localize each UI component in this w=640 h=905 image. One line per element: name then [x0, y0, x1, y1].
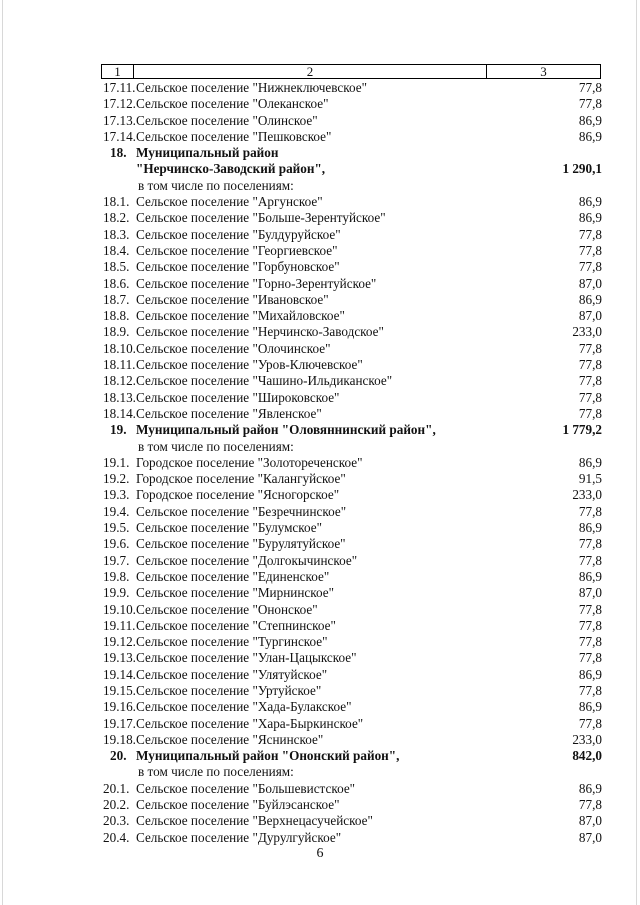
row-number: 19.14.	[103, 666, 136, 682]
table-row	[0, 830, 640, 846]
row-label: Сельское поселение "Большевистское"	[136, 780, 356, 796]
row-number: 18.4.	[103, 242, 130, 258]
row-label: Сельское поселение "Нижнеключевское"	[136, 80, 367, 95]
row-label: Сельское поселение "Мирнинское"	[136, 585, 334, 601]
table-row	[0, 471, 640, 487]
table-row	[0, 341, 640, 357]
row-label: Сельское поселение "Улан-Цацыкское"	[136, 650, 357, 666]
table-row	[0, 764, 640, 780]
row-label: "Нерчинско-Заводский район",	[136, 161, 326, 177]
row-number: 19.4.	[103, 503, 130, 519]
row-label: Сельское поселение "Явленское"	[136, 405, 322, 421]
row-number: 19.11.	[103, 617, 136, 633]
row-value: 77,8	[578, 715, 602, 731]
row-label: Сельское поселение "Аргунское"	[136, 194, 323, 210]
row-value: 77,8	[578, 536, 602, 552]
table-row	[0, 569, 640, 585]
table-row	[0, 357, 640, 373]
header-col-2: 2	[134, 65, 487, 78]
row-number: 19.	[110, 422, 127, 438]
row-value: 77,8	[578, 80, 602, 95]
table-row	[0, 439, 640, 455]
row-label: Сельское поселение "Ононское"	[136, 601, 318, 617]
table-row	[0, 487, 640, 503]
row-label: Сельское поселение "Олочинское"	[136, 340, 331, 356]
row-value: 842,0	[572, 748, 602, 764]
row-value: 77,8	[578, 405, 602, 421]
table-row	[0, 161, 640, 177]
row-number: 19.12.	[103, 634, 136, 650]
table-row	[0, 324, 640, 340]
row-label: Сельское поселение "Бурулятуйское"	[136, 536, 346, 552]
row-label: в том числе по поселениям:	[138, 438, 294, 454]
row-label: Сельское поселение "Ивановское"	[136, 291, 329, 307]
row-label: Сельское поселение "Степнинское"	[136, 617, 336, 633]
table-row	[0, 227, 640, 243]
table-header	[101, 64, 601, 79]
row-number: 18.13.	[103, 389, 136, 405]
row-number: 19.7.	[103, 552, 130, 568]
row-number: 20.	[110, 748, 127, 764]
row-label: Сельское поселение "Хада-Булакское"	[136, 699, 352, 715]
row-label: Муниципальный район	[136, 145, 279, 161]
row-value: 87,0	[578, 829, 602, 845]
header-col-3: 3	[540, 63, 547, 79]
row-number: 19.9.	[103, 585, 130, 601]
table-row	[0, 732, 640, 748]
row-number: 19.15.	[103, 682, 136, 698]
row-number: 17.14.	[103, 128, 136, 144]
row-label: Сельское поселение "Георгиевское"	[136, 242, 338, 258]
row-number: 19.17.	[103, 715, 136, 731]
row-label: Городское поселение "Золотореченское"	[136, 454, 363, 470]
row-number: 18.3.	[103, 226, 130, 242]
table-row	[0, 243, 640, 259]
row-number: 18.10.	[103, 340, 136, 356]
table-row	[0, 406, 640, 422]
table-row	[0, 390, 640, 406]
row-number: 18.8.	[103, 308, 130, 324]
table-row	[0, 373, 640, 389]
table-row	[0, 210, 640, 226]
row-number: 19.18.	[103, 731, 136, 747]
row-label: Сельское поселение "Уртуйское"	[136, 682, 322, 698]
row-number: 18.6.	[103, 275, 130, 291]
table-row	[0, 650, 640, 666]
row-value: 86,9	[578, 454, 602, 470]
row-number: 18.12.	[103, 373, 136, 389]
row-label: Сельское поселение "Больше-Зерентуйское"	[136, 210, 386, 226]
row-value: 87,0	[578, 308, 602, 324]
table-row	[0, 194, 640, 210]
row-value: 86,9	[578, 194, 602, 210]
table-row	[0, 113, 640, 129]
row-label: Сельское поселение "Уров-Ключевское"	[136, 357, 363, 373]
table-row	[0, 618, 640, 634]
table-body	[0, 80, 640, 846]
row-value: 77,8	[578, 682, 602, 698]
table-row	[0, 292, 640, 308]
row-number: 20.1.	[103, 780, 130, 796]
row-value: 86,9	[578, 568, 602, 584]
row-label: Сельское поселение "Долгокычинское"	[136, 552, 358, 568]
row-label: Сельское поселение "Тургинское"	[136, 634, 328, 650]
row-value: 87,0	[578, 585, 602, 601]
row-value: 77,8	[578, 601, 602, 617]
table-row	[0, 308, 640, 324]
header-col-1: 1	[102, 65, 134, 78]
row-value: 77,8	[578, 242, 602, 258]
row-value: 233,0	[572, 731, 602, 747]
row-label: Сельское поселение "Булумское"	[136, 520, 323, 536]
table-row	[0, 602, 640, 618]
row-value: 77,8	[578, 797, 602, 813]
row-value: 86,9	[578, 210, 602, 226]
row-number: 17.11.	[103, 80, 136, 95]
table-row	[0, 422, 640, 438]
row-value: 86,9	[578, 128, 602, 144]
row-label: Сельское поселение "Яснинское"	[136, 731, 324, 747]
row-value: 77,8	[578, 340, 602, 356]
table-row	[0, 145, 640, 161]
table-row	[0, 716, 640, 732]
row-label: Сельское поселение "Горбуновское"	[136, 259, 340, 275]
table-row	[0, 504, 640, 520]
row-number: 19.2.	[103, 471, 130, 487]
table-row	[0, 178, 640, 194]
row-value: 86,9	[578, 112, 602, 128]
row-label: Сельское поселение "Горно-Зерентуйское"	[136, 275, 377, 291]
row-value: 86,9	[578, 780, 602, 796]
row-number: 18.	[110, 145, 127, 161]
table-row	[0, 276, 640, 292]
row-label: Сельское поселение "Безречнинское"	[136, 503, 347, 519]
row-label: Городское поселение "Калангуйское"	[136, 471, 346, 487]
row-value: 86,9	[578, 699, 602, 715]
row-value: 77,8	[578, 650, 602, 666]
table-row	[0, 129, 640, 145]
row-value: 77,8	[578, 617, 602, 633]
table-row	[0, 683, 640, 699]
row-number: 18.14.	[103, 405, 136, 421]
row-number: 17.12.	[103, 96, 136, 112]
row-label: в том числе по поселениям:	[138, 764, 294, 780]
row-number: 19.10.	[103, 601, 136, 617]
row-value: 233,0	[572, 324, 602, 340]
table-row	[0, 797, 640, 813]
row-value: 77,8	[578, 373, 602, 389]
row-label: Городское поселение "Ясногорское"	[136, 487, 340, 503]
row-value: 77,8	[578, 552, 602, 568]
row-label: Сельское поселение "Олинское"	[136, 112, 318, 128]
row-value: 77,8	[578, 357, 602, 373]
table-row	[0, 553, 640, 569]
row-label: Сельское поселение "Булдуруйское"	[136, 226, 341, 242]
row-number: 18.7.	[103, 291, 130, 307]
table-row	[0, 455, 640, 471]
row-label: Сельское поселение "Хара-Быркинское"	[136, 715, 364, 731]
row-number: 20.4.	[103, 829, 130, 845]
row-value: 87,0	[578, 275, 602, 291]
row-label: Сельское поселение "Нерчинско-Заводское"	[136, 324, 384, 340]
row-label: Сельское поселение "Улятуйское"	[136, 666, 328, 682]
table-row	[0, 96, 640, 112]
row-value: 1 290,1	[562, 161, 602, 177]
row-value: 87,0	[578, 813, 602, 829]
row-value: 77,8	[578, 503, 602, 519]
table-row	[0, 748, 640, 764]
row-number: 19.3.	[103, 487, 130, 503]
table-row	[0, 259, 640, 275]
table-row	[0, 585, 640, 601]
table-row	[0, 80, 640, 96]
row-number: 19.6.	[103, 536, 130, 552]
row-number: 18.2.	[103, 210, 130, 226]
row-label: Сельское поселение "Дурулгуйское"	[136, 829, 342, 845]
row-value: 77,8	[578, 634, 602, 650]
row-label: Сельское поселение "Верхнецасучейское"	[136, 813, 373, 829]
row-label: Сельское поселение "Пешковское"	[136, 128, 332, 144]
row-number: 19.1.	[103, 454, 130, 470]
row-value: 77,8	[578, 259, 602, 275]
row-label: Сельское поселение "Единенское"	[136, 568, 330, 584]
table-row	[0, 699, 640, 715]
page-number: 6	[316, 846, 324, 861]
row-label: Сельское поселение "Буйлэсанское"	[136, 797, 340, 813]
row-label: в том числе по поселениям:	[138, 177, 294, 193]
row-label: Сельское поселение "Широковское"	[136, 389, 340, 405]
row-number: 20.2.	[103, 797, 130, 813]
row-label: Муниципальный район "Ононский район",	[136, 748, 400, 764]
row-number: 19.16.	[103, 699, 136, 715]
row-number: 20.3.	[103, 813, 130, 829]
row-number: 18.1.	[103, 194, 130, 210]
row-label: Сельское поселение "Чашино-Ильдиканское"	[136, 373, 393, 389]
row-label: Сельское поселение "Олеканское"	[136, 96, 329, 112]
table-row	[0, 634, 640, 650]
row-label: Муниципальный район "Оловяннинский район",	[136, 422, 436, 438]
row-value: 77,8	[578, 389, 602, 405]
table-row	[0, 536, 640, 552]
row-number: 19.13.	[103, 650, 136, 666]
row-value: 86,9	[578, 666, 602, 682]
table-row	[0, 667, 640, 683]
row-value: 86,9	[578, 520, 602, 536]
table-row	[0, 520, 640, 536]
row-value: 91,5	[578, 471, 602, 487]
row-number: 19.8.	[103, 568, 130, 584]
table-row	[0, 781, 640, 797]
row-number: 18.11.	[103, 357, 136, 373]
row-label: Сельское поселение "Михайловское"	[136, 308, 345, 324]
row-value: 77,8	[578, 96, 602, 112]
row-value: 86,9	[578, 291, 602, 307]
row-number: 18.5.	[103, 259, 130, 275]
row-number: 18.9.	[103, 324, 130, 340]
table-row	[0, 813, 640, 829]
row-number: 17.13.	[103, 112, 136, 128]
row-number: 19.5.	[103, 520, 130, 536]
row-value: 233,0	[572, 487, 602, 503]
row-value: 1 779,2	[562, 422, 602, 438]
row-value: 77,8	[578, 226, 602, 242]
